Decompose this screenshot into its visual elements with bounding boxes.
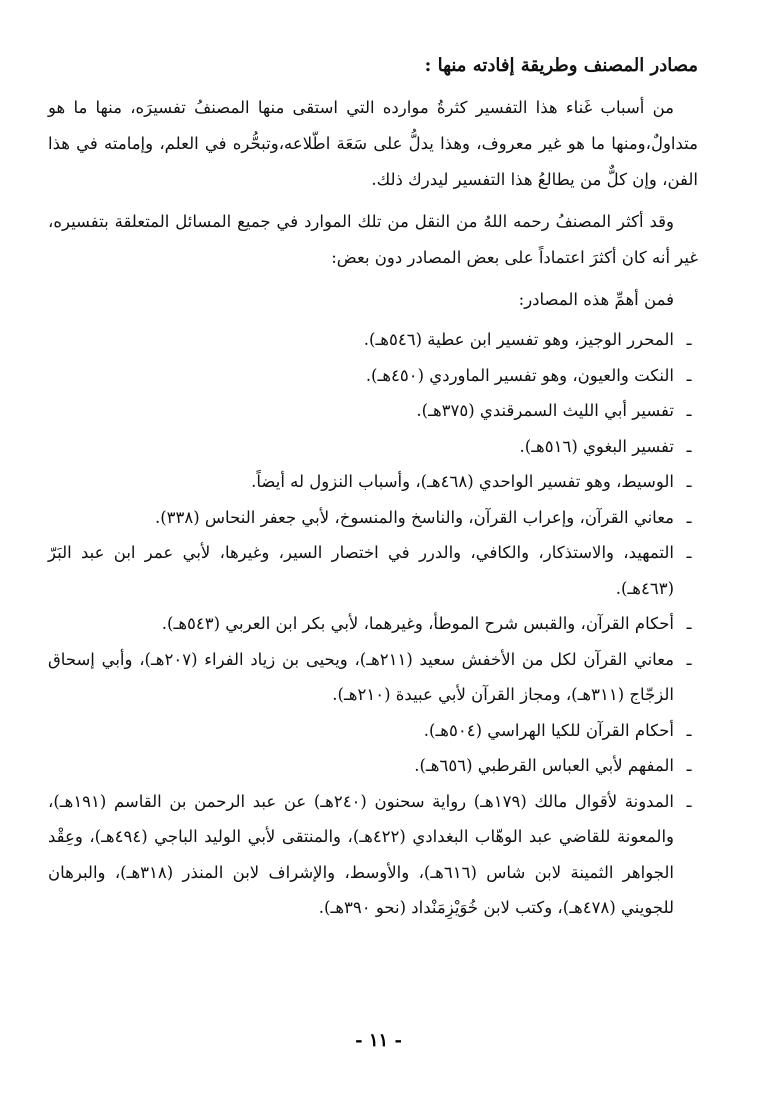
source-item: [48, 429, 698, 465]
source-item: [48, 393, 698, 429]
bullet-dash: ـ: [686, 720, 692, 740]
source-text: معاني القرآن لكل من الأخفش سعيد (٢١١هـ)، ويحيى بن زياد الفراء (٢٠٧هـ)، وأبي إسحاق الزجّاج (٣١١هـ)، ومجاز القرآن لأبي عبيدة (٢١٠هـ).: [48, 649, 674, 704]
source-item: [48, 713, 698, 749]
source-item: [48, 322, 698, 358]
source-text: تفسير البغوي (٥١٦هـ).: [519, 436, 674, 456]
source-text: المحرر الوجيز، وهو تفسير ابن عطية (٥٤٦هـ).: [363, 330, 674, 349]
document-page: [48, 48, 698, 926]
bullet-dash: ـ: [686, 649, 692, 669]
source-text: أحكام القرآن، والقبس شرح الموطأ، وغيرهما، لأبي بكر ابن العربي (٥٤٣هـ).: [161, 614, 674, 633]
paragraph-1: من أسباب غَناء هذا التفسير كثرةُ موارده التي استقى منها المصنفُ تفسيرَه، منها ما هو متداولٌ،ومنها ما هو غير معروف، وهذا يدلُّ على سَعَة اطّلاعه،وتبحُّره في العلم، وإمامته في هذا الفن، وإن كلٌّ من يطالعُ هذا التفسير ليدرك ذلك.: [48, 98, 698, 189]
section-heading: مصادر المصنف وطريقة إفادته منها :: [424, 55, 698, 76]
source-item: [48, 358, 698, 394]
bullet-dash: ـ: [686, 401, 692, 420]
source-item: [48, 784, 698, 926]
sources-list: [48, 322, 698, 926]
bullet-dash: ـ: [686, 436, 692, 456]
bullet-dash: ـ: [686, 791, 692, 811]
bullet-dash: ـ: [686, 756, 692, 775]
bullet-dash: ـ: [686, 614, 692, 633]
page-number: - ١١ -: [355, 1030, 402, 1051]
source-text: معاني القرآن، وإعراب القرآن، والناسخ والمنسوخ، لأبي جعفر النحاس (٣٣٨).: [154, 507, 674, 527]
source-text: الوسيط، وهو تفسير الواحدي (٤٦٨هـ)، وأسباب النزول له أيضاً.: [251, 472, 674, 491]
bullet-dash: ـ: [686, 507, 692, 527]
source-item: [48, 642, 698, 713]
bullet-dash: ـ: [686, 472, 692, 491]
source-item: [48, 535, 698, 606]
source-text: أحكام القرآن للكيا الهراسي (٥٠٤هـ).: [423, 720, 674, 740]
source-text: التمهيد، والاستذكار، والكافي، والدرر في اختصار السير، وغيرها، لأبي عمر ابن عبد البَرّ (٤٦٣هـ).: [48, 543, 674, 598]
source-item: [48, 606, 698, 642]
source-text: المفهم لأبي العباس القرطبي (٦٥٦هـ).: [414, 756, 674, 775]
sources-intro: فمن أهمِّ هذه المصادر:: [518, 290, 674, 309]
bullet-dash: ـ: [686, 365, 692, 385]
source-text: النكت والعيون، وهو تفسير الماوردي (٤٥٠هـ).: [365, 365, 674, 385]
source-text: تفسير أبي الليث السمرقندي (٣٧٥هـ).: [416, 401, 674, 420]
paragraph-2: وقد أكثر المصنفُ رحمه اللهُ من النقل من تلك الموارد في جميع المسائل المتعلقة بتفسيره، غير أنه كان أكثرَ اعتماداً على بعض المصادر دون بعض:: [48, 212, 698, 267]
bullet-dash: ـ: [686, 330, 692, 349]
source-item: [48, 500, 698, 536]
source-item: [48, 464, 698, 500]
bullet-dash: ـ: [686, 543, 692, 562]
source-text: المدونة لأقوال مالك (١٧٩هـ) رواية سحنون (٢٤٠هـ) عن عبد الرحمن بن القاسم (١٩١هـ)، والمعونة للقاضي عبد الوهّاب البغدادي (٤٢٢هـ)، والمنتقى لأبي الوليد الباجي (٤٩٤هـ)، وعِقْد الجواهر الثمينة لابن شاس (٦١٦هـ)، والأوسط، والإشراف لابن المنذر (٣١٨هـ)، والبرهان للجويني (٤٧٨هـ)، وكتب لابن خُوَيْزِمَنْداد (نحو ٣٩٠هـ).: [48, 791, 674, 917]
source-item: [48, 748, 698, 784]
